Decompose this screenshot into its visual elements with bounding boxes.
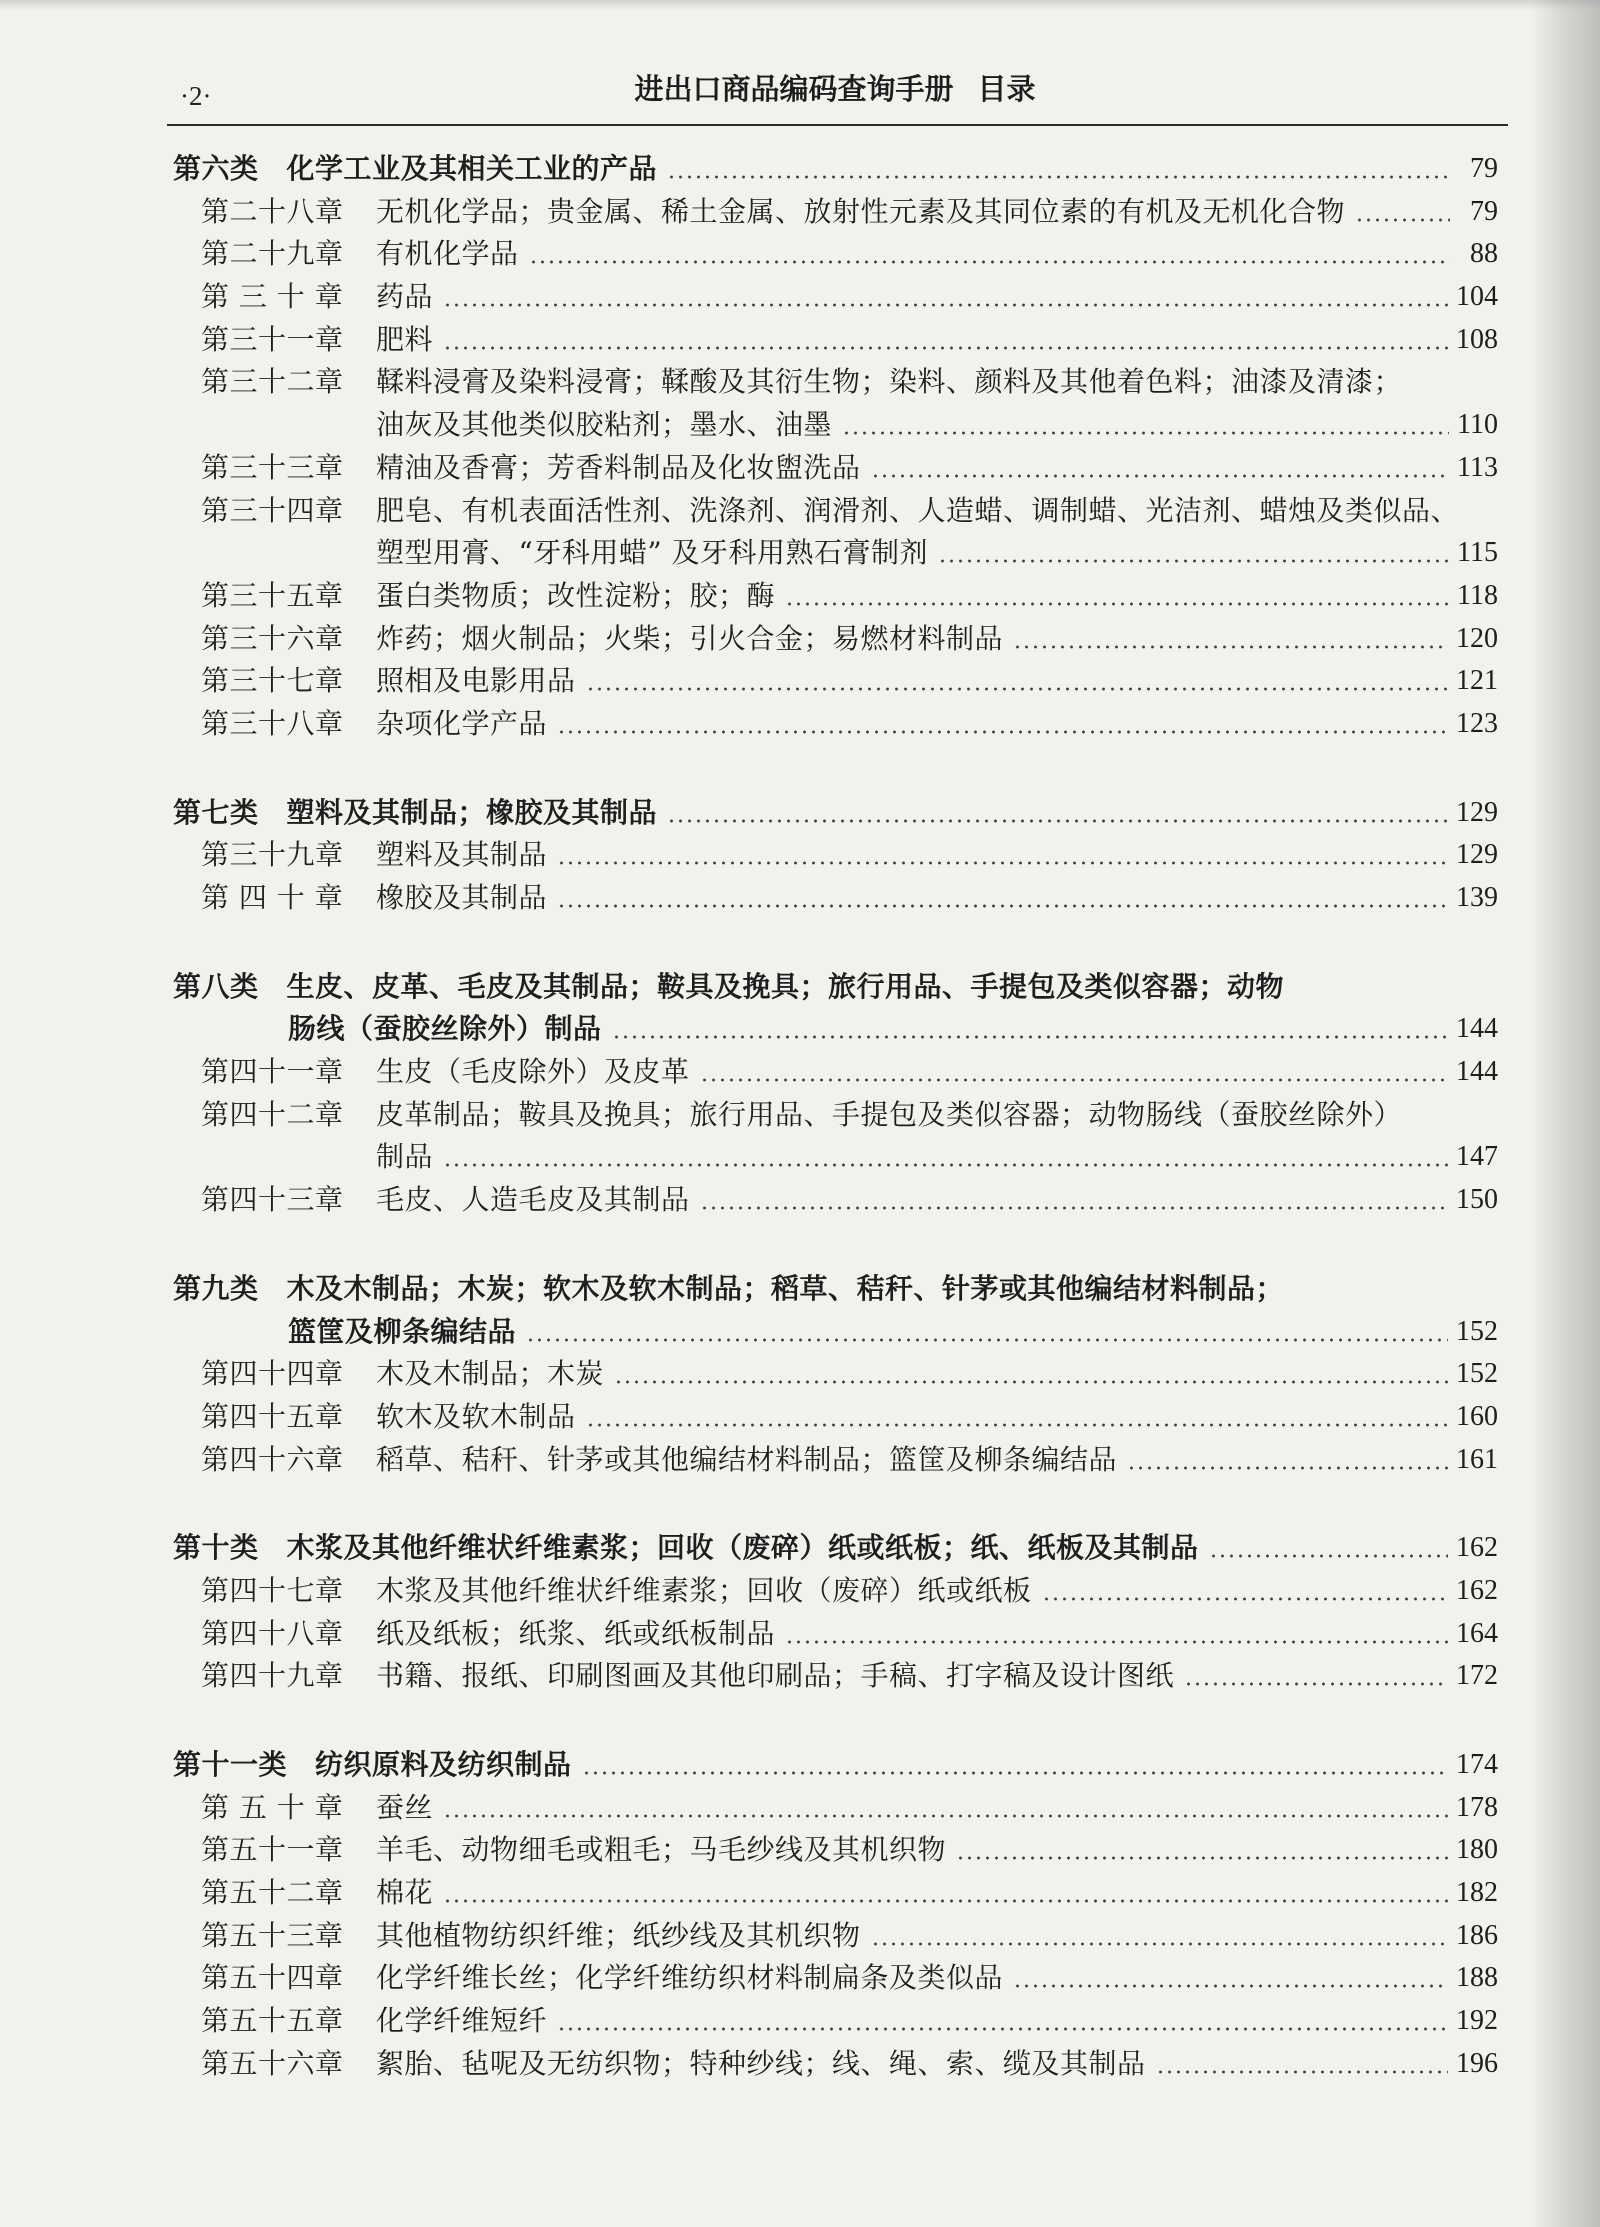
dot-leader — [586, 1396, 1448, 1439]
chapter-entry — [173, 361, 1498, 404]
chapter-entry-continued — [173, 532, 1498, 575]
dot-leader — [871, 447, 1450, 490]
chapter-title: 照相及电影用品 — [376, 664, 576, 698]
class-label: 第十一类 — [173, 1748, 288, 1781]
chapter-label: 第三十五章 — [201, 578, 344, 612]
class-label: 第八类 — [173, 969, 259, 1003]
chapter-title: 木及木制品；木炭 — [376, 1357, 605, 1391]
page-number: 180 — [1456, 1834, 1498, 1866]
dot-leader — [557, 834, 1448, 877]
chapter-label: 第五十六章 — [201, 2046, 344, 2080]
chapter-entry — [173, 276, 1498, 319]
chapter-title: 其他植物纺织纤维；纸纱线及其机织物 — [376, 1918, 861, 1952]
chapter-title: 皮革制品；鞍具及挽具；旅行用品、手提包及类似容器；动物肠线（蚕胶丝除外） — [376, 1097, 1403, 1131]
chapter-title: 肥皂、有机表面活性剂、洗涤剂、润滑剂、人造蜡、调制蜡、光洁剂、蜡烛及类似品、 — [376, 493, 1460, 527]
chapter-title: 炸药；烟火制品；火柴；引火合金；易燃材料制品 — [376, 621, 1004, 655]
chapter-title: 木浆及其他纤维状纤维素浆；回收（废碎）纸或纸板 — [376, 1573, 1032, 1607]
chapter-title: 蛋白类物质；改性淀粉；胶；酶 — [376, 578, 776, 612]
running-header-title: 进出口商品编码查询手册 目录 — [634, 72, 1036, 106]
page-number: 188 — [1456, 1962, 1498, 1994]
chapter-title: 塑型用膏、“牙科用蜡” 及牙科用熟石膏制剂 — [376, 536, 929, 570]
chapter-title: 化学纤维短纤 — [376, 2004, 548, 2038]
chapter-label: 第三十一章 — [201, 322, 344, 356]
class-entry — [173, 1527, 1498, 1570]
chapter-title: 化学纤维长丝；化学纤维纺织材料制扁条及类似品 — [376, 1961, 1004, 1995]
chapter-label: 第四十一章 — [201, 1055, 344, 1089]
dot-leader — [557, 703, 1448, 746]
dot-leader — [1355, 191, 1450, 234]
chapter-title: 纸及纸板；纸浆、纸或纸板制品 — [376, 1616, 776, 1650]
page-number: 196 — [1456, 2047, 1498, 2079]
chapter-entry — [173, 233, 1498, 276]
chapter-title: 毛皮、人造毛皮及其制品 — [376, 1183, 690, 1217]
page-number: 162 — [1456, 1574, 1498, 1606]
chapter-title: 絮胎、毡呢及无纺织物；特种纱线；线、绳、索、缆及其制品 — [376, 2046, 1146, 2080]
chapter-entry — [173, 1179, 1498, 1222]
chapter-label: 第五十三章 — [201, 1918, 344, 1952]
class-label: 第六类 — [173, 152, 259, 185]
chapter-label: 第 三 十 章 — [201, 280, 344, 314]
chapter-entry — [173, 1439, 1498, 1482]
chapter-label: 第 四 十 章 — [201, 881, 344, 914]
dot-leader — [557, 877, 1448, 920]
page-number: 113 — [1457, 451, 1498, 483]
chapter-label: 第三十六章 — [201, 621, 344, 655]
page-number: 88 — [1470, 238, 1498, 270]
scan-top-shadow — [0, 0, 1600, 10]
dot-leader — [1184, 1655, 1448, 1698]
chapter-label: 第五十五章 — [201, 2004, 344, 2038]
dot-leader — [956, 1829, 1448, 1872]
dot-leader — [700, 1051, 1448, 1094]
chapter-label: 第二十九章 — [201, 237, 344, 271]
chapter-title: 肥料 — [376, 322, 434, 356]
chapter-label: 第三十四章 — [201, 493, 344, 527]
dot-leader — [1042, 1570, 1448, 1613]
chapter-entry — [173, 1872, 1498, 1915]
dot-leader — [842, 404, 1449, 447]
chapter-label: 第四十八章 — [201, 1616, 344, 1650]
dot-leader — [1013, 618, 1448, 661]
dot-leader — [526, 1311, 1448, 1354]
page-number: 172 — [1456, 1660, 1498, 1692]
dot-leader — [614, 1353, 1448, 1396]
chapter-entry — [173, 1396, 1498, 1439]
chapter-label: 第五十二章 — [201, 1876, 344, 1910]
class-label: 第七类 — [173, 795, 259, 829]
chapter-entry — [173, 1957, 1498, 2000]
dot-leader — [667, 148, 1450, 191]
class-label: 第九类 — [173, 1271, 259, 1305]
page-number: 104 — [1456, 281, 1498, 313]
chapter-title: 制品 — [376, 1140, 434, 1174]
chapter-entry — [173, 191, 1498, 234]
page-number: 162 — [1456, 1532, 1498, 1564]
dot-leader — [612, 1008, 1448, 1051]
chapter-entry — [173, 1915, 1498, 1958]
class-title: 木及木制品；木炭；软木及软木制品；稻草、秸秆、针茅或其他编结材料制品； — [286, 1271, 1285, 1305]
chapter-label: 第三十二章 — [201, 365, 344, 399]
dot-leader — [667, 792, 1448, 835]
page-number: 164 — [1456, 1617, 1498, 1649]
chapter-label: 第四十三章 — [201, 1183, 344, 1217]
chapter-entry — [173, 2043, 1498, 2086]
class-title: 化学工业及其相关工业的产品 — [286, 152, 658, 185]
chapter-title: 杂项化学产品 — [376, 706, 548, 740]
page-number: 139 — [1456, 882, 1498, 913]
dot-leader — [443, 276, 1448, 319]
page-number: 144 — [1456, 1013, 1498, 1045]
page-number: 115 — [1457, 537, 1498, 569]
dot-leader — [529, 233, 1450, 276]
chapter-label: 第二十八章 — [201, 194, 344, 228]
running-page-number: ·2· — [180, 81, 212, 111]
chapter-label: 第五十一章 — [201, 1833, 344, 1867]
chapter-title: 油灰及其他类似胶粘剂；墨水、油墨 — [376, 408, 833, 442]
chapter-entry — [173, 1570, 1498, 1613]
chapter-title: 有机化学品 — [376, 237, 519, 271]
chapter-entry — [173, 877, 1498, 920]
class-title: 篮筐及柳条编结品 — [288, 1314, 517, 1348]
dot-leader — [443, 1136, 1448, 1179]
chapter-entry — [173, 660, 1498, 703]
page-number: 174 — [1456, 1749, 1498, 1780]
chapter-label: 第四十七章 — [201, 1573, 344, 1607]
page-number: 79 — [1470, 195, 1498, 227]
page-number: 129 — [1456, 796, 1498, 828]
chapter-title: 生皮（毛皮除外）及皮革 — [376, 1055, 690, 1089]
dot-leader — [938, 532, 1449, 575]
page-number: 129 — [1456, 839, 1498, 871]
dot-leader — [1127, 1439, 1448, 1482]
page-number: 152 — [1456, 1358, 1498, 1390]
class-entry-continued — [173, 1008, 1498, 1051]
chapter-title: 蚕丝 — [376, 1790, 434, 1824]
page-number: 147 — [1456, 1141, 1498, 1173]
dot-leader — [871, 1915, 1448, 1958]
class-title: 木浆及其他纤维状纤维素浆；回收（废碎）纸或纸板；纸、纸板及其制品 — [286, 1531, 1199, 1565]
class-entry — [173, 1268, 1498, 1311]
page-number: 192 — [1456, 2005, 1498, 2037]
class-entry-continued — [173, 1311, 1498, 1354]
chapter-label: 第三十九章 — [201, 838, 344, 872]
chapter-title: 棉花 — [376, 1876, 434, 1910]
class-label: 第十类 — [173, 1531, 259, 1565]
page-number: 118 — [1457, 579, 1498, 611]
chapter-label: 第三十八章 — [201, 706, 344, 740]
chapter-entry — [173, 1613, 1498, 1656]
class-entry — [173, 792, 1498, 835]
class-title: 纺织原料及纺织制品 — [315, 1748, 572, 1781]
chapter-entry — [173, 1655, 1498, 1698]
chapter-title: 羊毛、动物细毛或粗毛；马毛纱线及其机织物 — [376, 1833, 947, 1867]
chapter-label: 第四十五章 — [201, 1399, 344, 1433]
class-title: 塑料及其制品；橡胶及其制品 — [286, 795, 658, 829]
chapter-entry — [173, 319, 1498, 362]
dot-leader — [557, 2000, 1448, 2043]
chapter-entry-continued — [173, 404, 1498, 447]
chapter-label: 第四十四章 — [201, 1357, 344, 1391]
page-number: 108 — [1456, 323, 1498, 355]
dot-leader — [443, 1787, 1448, 1830]
class-entry — [173, 148, 1498, 191]
chapter-entry — [173, 490, 1498, 533]
class-title: 生皮、皮革、毛皮及其制品；鞍具及挽具；旅行用品、手提包及类似容器；动物 — [286, 969, 1285, 1003]
page-number: 150 — [1456, 1184, 1498, 1216]
chapter-title: 无机化学品；贵金属、稀土金属、放射性元素及其同位素的有机及无机化合物 — [376, 194, 1346, 228]
chapter-entry — [173, 1787, 1498, 1830]
chapter-title: 塑料及其制品 — [376, 838, 548, 872]
class-title: 肠线（蚕胶丝除外）制品 — [288, 1012, 602, 1046]
page-number: 120 — [1456, 622, 1498, 654]
chapter-entry — [173, 834, 1498, 877]
dot-leader — [582, 1744, 1448, 1787]
page-number: 144 — [1456, 1056, 1498, 1088]
scan-edge-shadow — [1530, 0, 1600, 2227]
chapter-entry — [173, 1094, 1498, 1137]
chapter-label: 第 五 十 章 — [201, 1790, 344, 1824]
page-number: 121 — [1456, 665, 1498, 697]
chapter-title: 书籍、报纸、印刷图画及其他印刷品；手稿、打字稿及设计图纸 — [376, 1659, 1175, 1693]
chapter-label: 第三十三章 — [201, 450, 344, 484]
chapter-entry — [173, 447, 1498, 490]
dot-leader — [785, 575, 1449, 618]
dot-leader — [1156, 2043, 1448, 2086]
class-entry — [173, 966, 1498, 1009]
chapter-title: 稻草、秸秆、针茅或其他编结材料制品；篮筐及柳条编结品 — [376, 1442, 1118, 1476]
page-number: 161 — [1456, 1443, 1498, 1475]
page-number: 110 — [1457, 409, 1498, 441]
chapter-entry — [173, 1353, 1498, 1396]
class-entry — [173, 1744, 1498, 1787]
chapter-label: 第四十六章 — [201, 1442, 344, 1476]
dot-leader — [785, 1613, 1448, 1656]
chapter-title: 精油及香膏；芳香料制品及化妆盥洗品 — [376, 450, 861, 484]
dot-leader — [443, 1872, 1448, 1915]
chapter-label: 第四十九章 — [201, 1659, 344, 1693]
chapter-title: 橡胶及其制品 — [376, 881, 548, 914]
chapter-entry-continued — [173, 1136, 1498, 1179]
header-rule — [167, 124, 1508, 126]
page-number: 123 — [1456, 707, 1498, 739]
chapter-title: 软木及软木制品 — [376, 1399, 576, 1433]
chapter-label: 第四十二章 — [201, 1097, 344, 1131]
dot-leader — [1209, 1527, 1448, 1570]
chapter-entry — [173, 618, 1498, 661]
chapter-entry — [173, 703, 1498, 746]
page-number: 178 — [1456, 1791, 1498, 1823]
dot-leader — [700, 1179, 1448, 1222]
chapter-entry — [173, 2000, 1498, 2043]
chapter-label: 第五十四章 — [201, 1961, 344, 1995]
page-number: 186 — [1456, 1919, 1498, 1951]
chapter-title: 药品 — [376, 280, 434, 314]
chapter-title: 鞣料浸膏及染料浸膏；鞣酸及其衍生物；染料、颜料及其他着色料；油漆及清漆； — [376, 365, 1403, 399]
chapter-entry — [173, 1829, 1498, 1872]
page-number: 79 — [1470, 153, 1498, 184]
dot-leader — [443, 319, 1448, 362]
table-of-contents — [173, 148, 1498, 2086]
page-number: 160 — [1456, 1400, 1498, 1432]
dot-leader — [586, 660, 1448, 703]
dot-leader — [1013, 1957, 1448, 2000]
page-number: 152 — [1456, 1315, 1498, 1347]
chapter-entry — [173, 575, 1498, 618]
chapter-label: 第三十七章 — [201, 664, 344, 698]
chapter-entry — [173, 1051, 1498, 1094]
page-number: 182 — [1456, 1877, 1498, 1909]
